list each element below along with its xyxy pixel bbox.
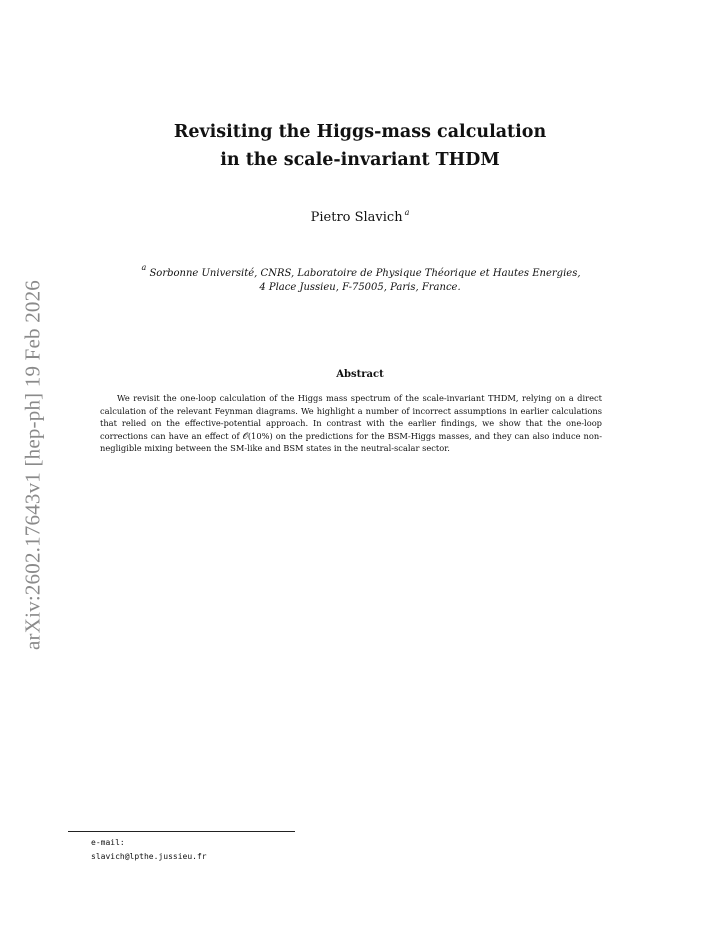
paper-title-line-1: Revisiting the Higgs-mass calculation — [173, 122, 547, 142]
footnote-divider — [68, 831, 295, 832]
author-name: Pietro Slavich — [310, 210, 403, 225]
footnote-email-address[interactable]: slavich@lpthe.jussieu.fr — [91, 852, 207, 861]
abstract-heading: Abstract — [336, 369, 384, 380]
affiliation-line-1 — [0, 260, 720, 281]
affiliation-marker: a — [141, 263, 147, 272]
arxiv-identifier-stamp: arXiv:2602.17643v1 [hep-ph] 19 Feb 2026 — [20, 280, 45, 650]
abstract-body: We revisit the one-loop calculation of the Higgs mass spectrum of the scale-invariant THDM, relying on a direct calculation of the relevant Feynman diagrams. We highlight a number of incorrect assumptions in earlier calculations that relied on the effective-potential approach. In contrast with the earlier findings, we show that the one-loop corrections can have an effect of 𝒪(10%) on the predictions for the BSM-Higgs masses, and they can also induce non-negligible mixing between the SM-like and BSM states in the neutral-scalar sector. — [100, 393, 602, 454]
author-affiliation-marker: a — [404, 208, 410, 217]
affiliation-line-2: 4 Place Jussieu, F-75005, Paris, France. — [259, 282, 461, 293]
affiliation-text-1: Sorbonne Université, CNRS, Laboratoire de Physique Théorique et Hautes Energies, — [149, 268, 581, 279]
paper-title-line-2: in the scale-invariant THDM — [220, 150, 500, 170]
author-line — [0, 203, 720, 228]
footnote-email-label: e-mail: — [91, 838, 125, 847]
